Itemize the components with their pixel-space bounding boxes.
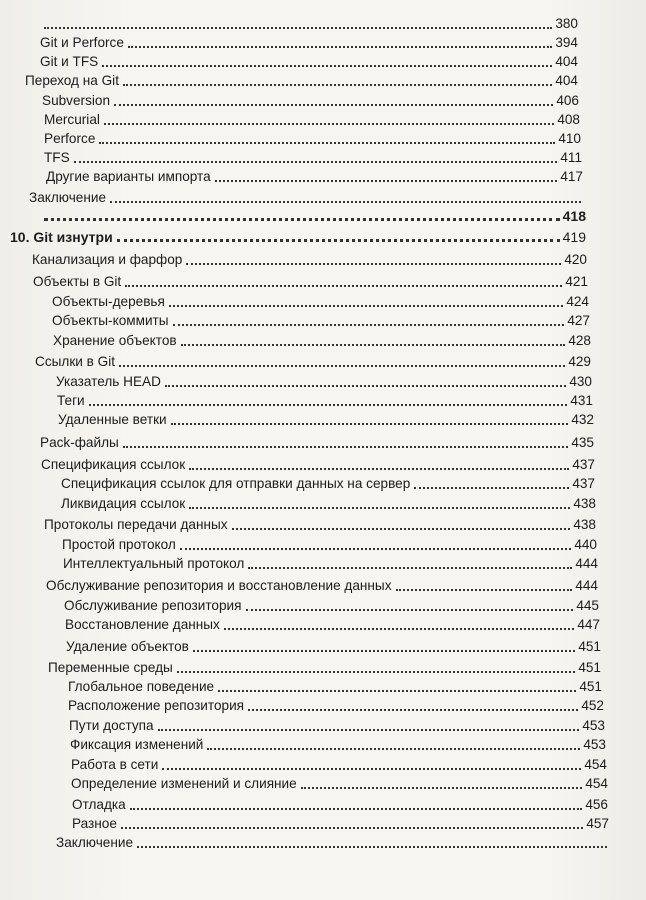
toc-entry-title: Обслуживание репозитория и восстановление данных [46, 578, 392, 593]
toc-leader-dots [119, 365, 565, 367]
toc-leader-dots [177, 671, 576, 673]
toc-entry-title: Протоколы передачи данных [44, 517, 228, 532]
toc-entry-title: Переход на Git [25, 73, 119, 88]
toc-entry [52, 309, 590, 329]
toc-entry-page: 404 [555, 73, 578, 88]
toc-entry-title: Git и Perforce [40, 35, 124, 50]
toc-leader-dots [44, 27, 552, 29]
toc-entry [71, 753, 607, 773]
toc-entry-title: Subversion [42, 93, 111, 108]
toc-entry-page: 438 [573, 517, 596, 532]
toc-leader-dots [44, 218, 560, 221]
toc-entry [29, 186, 584, 206]
toc-leader-dots [128, 46, 552, 48]
toc-entry-title: Отладка [72, 797, 126, 812]
toc-entry-page: 453 [582, 718, 605, 733]
toc-entry-title: Переменные среды [48, 660, 173, 675]
toc-entry-page: 437 [572, 457, 595, 472]
toc-entry-page: 394 [555, 35, 578, 50]
toc-entry [48, 656, 601, 676]
toc-entry-page: 419 [562, 229, 586, 245]
toc-leader-dots [162, 768, 581, 770]
toc-entry-title: Обслуживание репозитория [64, 598, 242, 613]
toc-entry [57, 389, 593, 409]
toc-entry-page: 421 [565, 274, 588, 289]
toc-entry-title: Mercurial [44, 112, 100, 127]
toc-part-end [40, 204, 586, 224]
toc-leader-dots [173, 324, 565, 326]
toc-entry-title: Pack-файлы [40, 435, 119, 450]
toc-leader-dots [248, 567, 572, 569]
toc-entry [40, 31, 578, 51]
toc-leader-dots [186, 263, 561, 265]
toc-entry-page: 380 [555, 16, 578, 31]
toc-entry [56, 831, 610, 851]
toc-entry-title: Работа в сети [71, 757, 159, 772]
toc-entry-title: Глобальное поведение [68, 679, 215, 694]
toc-entry-page: 452 [581, 698, 604, 713]
toc-entry [44, 108, 580, 128]
toc-entry-page: 420 [564, 252, 587, 267]
toc-entry-page: 424 [566, 294, 589, 309]
toc-leader-dots [110, 201, 581, 203]
toc-entry-page: 408 [557, 112, 580, 127]
toc-entry-title: Простой протокол [62, 537, 176, 552]
toc-entry-page: 444 [575, 556, 598, 571]
toc-entry-page: 437 [572, 476, 595, 491]
toc-leader-dots [99, 142, 555, 144]
toc-entry-page: 428 [568, 333, 591, 348]
toc-entry-title: Канализация и фарфор [32, 252, 183, 267]
toc-leader-dots [180, 548, 572, 550]
toc-entry-page: 454 [584, 757, 607, 772]
toc-entry [65, 613, 600, 633]
toc-leader-dots [218, 690, 576, 692]
toc-entry [40, 431, 594, 451]
toc-entry [53, 329, 591, 349]
toc-leader-dots [158, 729, 580, 731]
toc-entry [44, 146, 582, 166]
toc-entry-page: 438 [573, 496, 596, 511]
toc-entry [52, 290, 589, 310]
toc-entry [62, 533, 597, 553]
toc-entry [33, 270, 588, 290]
toc-entry [66, 635, 601, 655]
toc-leader-dots [207, 748, 580, 750]
toc-entry-page: 429 [568, 354, 591, 369]
toc-leader-dots [89, 404, 568, 406]
toc-chapter-title: 10. Git изнутри [10, 229, 113, 245]
toc-entry-title: Спецификация ссылок [41, 457, 186, 472]
toc-leader-dots [74, 161, 558, 163]
toc-entry-title: Perforce [44, 131, 96, 146]
toc-leader-dots [169, 305, 563, 307]
toc-entry-page: 445 [576, 598, 599, 613]
toc-chapter [10, 225, 586, 245]
toc-entry-title: Восстановление данных [65, 617, 220, 632]
toc-leader-dots [232, 528, 571, 530]
toc-entry-title: Разное [72, 816, 117, 831]
toc-leader-dots [102, 65, 552, 67]
toc-entry-title: Git и TFS [40, 54, 99, 69]
toc-entry [71, 772, 608, 792]
toc-leader-dots [130, 808, 583, 810]
toc-entry [68, 694, 604, 714]
toc-entry [61, 492, 596, 512]
toc-entry-page: 451 [579, 679, 602, 694]
toc-entry [58, 408, 594, 428]
toc-entry [64, 594, 599, 614]
toc-entry-page: 440 [574, 537, 597, 552]
toc-entry [46, 165, 583, 185]
toc-leader-dots [181, 344, 566, 346]
toc-entry [41, 453, 595, 473]
toc-leader-dots [117, 239, 560, 242]
toc-entry-page: 451 [578, 639, 601, 654]
toc-entry-title: Ссылки в Git [35, 354, 116, 369]
toc-entry-page: 451 [578, 660, 601, 675]
toc-entry-page: 457 [586, 816, 609, 831]
toc-entry-title: Объекты-коммиты [52, 313, 169, 328]
toc-leader-dots [114, 104, 553, 106]
toc-entry-page: 435 [571, 435, 594, 450]
toc-entry [25, 69, 578, 89]
toc-entry-title: Ликвидация ссылок [61, 496, 186, 511]
toc-leader-dots [121, 827, 583, 829]
toc-entry [70, 733, 606, 753]
toc-entry [72, 793, 608, 813]
toc-entry [40, 50, 578, 70]
toc-entry-title: Удаление объектов [66, 639, 189, 654]
toc-entry-page: 404 [555, 54, 578, 69]
toc-leader-dots [414, 487, 569, 489]
toc-entry-title: Интеллектуальный протокол [63, 556, 245, 571]
toc-leader-dots [193, 650, 575, 652]
toc-entry [56, 370, 592, 390]
toc-entry [42, 89, 579, 109]
toc-entry-page: 432 [571, 412, 594, 427]
toc-entry-page: 430 [569, 374, 592, 389]
toc-leader-dots [171, 423, 569, 425]
toc-entry [35, 350, 591, 370]
toc-leader-dots [123, 84, 552, 86]
toc-entry-title: Хранение объектов [53, 333, 177, 348]
toc-entry-page: 431 [570, 393, 593, 408]
toc-entry-title: Пути доступа [69, 718, 154, 733]
toc-entry-page: 411 [560, 150, 582, 165]
toc-leader-dots [301, 787, 583, 789]
toc-leader-dots [125, 285, 562, 287]
toc-entry [44, 127, 581, 147]
toc-entry-title: Удаленные ветки [58, 412, 167, 427]
toc-entry-page: 453 [583, 737, 606, 752]
toc-entry-title: Теги [57, 393, 85, 408]
toc-entry-title: Указатель HEAD [56, 374, 161, 389]
toc-entry-title: Объекты в Git [33, 274, 122, 289]
toc-leader-dots [189, 507, 570, 509]
toc-entry-page: 444 [575, 578, 598, 593]
toc-leader-dots [165, 385, 566, 387]
toc-entry [46, 574, 598, 594]
toc-entry [63, 552, 598, 572]
toc-leader-dots [123, 446, 569, 448]
toc-leader-dots [137, 846, 607, 848]
toc-entry-page: 456 [585, 797, 608, 812]
toc-entry-title: Заключение [29, 190, 107, 205]
toc-leader-dots [224, 628, 574, 630]
toc-entry [44, 513, 596, 533]
toc-leader-dots [104, 123, 554, 125]
toc-entry-page: 418 [562, 208, 586, 224]
toc-entry-page: 410 [558, 131, 581, 146]
toc-entry-title: Объекты-деревья [52, 294, 165, 309]
toc-entry-page: 454 [585, 776, 608, 791]
toc-entry-title: Определение изменений и слияние [71, 776, 297, 791]
toc-leader-dots [396, 589, 573, 591]
toc-entry-page: 406 [556, 93, 579, 108]
toc-entry [32, 248, 587, 268]
toc-leader-dots [189, 468, 569, 470]
toc-entry-title: TFS [44, 150, 70, 165]
toc-leader-dots [248, 709, 578, 711]
toc-entry [68, 675, 602, 695]
toc-entry-title: Фиксация изменений [70, 737, 204, 752]
toc-entry-page: 447 [577, 617, 600, 632]
toc-entry [40, 12, 578, 32]
toc-entry-title: Спецификация ссылок для отправки данных на сервер [61, 476, 411, 491]
toc-entry [61, 472, 595, 492]
toc-entry [69, 714, 605, 734]
toc-entry-title: Заключение [56, 835, 134, 850]
toc-leader-dots [246, 609, 574, 611]
toc-entry-page: 417 [560, 169, 583, 184]
toc-leader-dots [215, 180, 558, 182]
toc-entry [72, 812, 609, 832]
toc-entry-title: Другие варианты импорта [46, 169, 211, 184]
toc-entry-title: Расположение репозитория [68, 698, 245, 713]
toc-entry-page: 427 [567, 313, 590, 328]
